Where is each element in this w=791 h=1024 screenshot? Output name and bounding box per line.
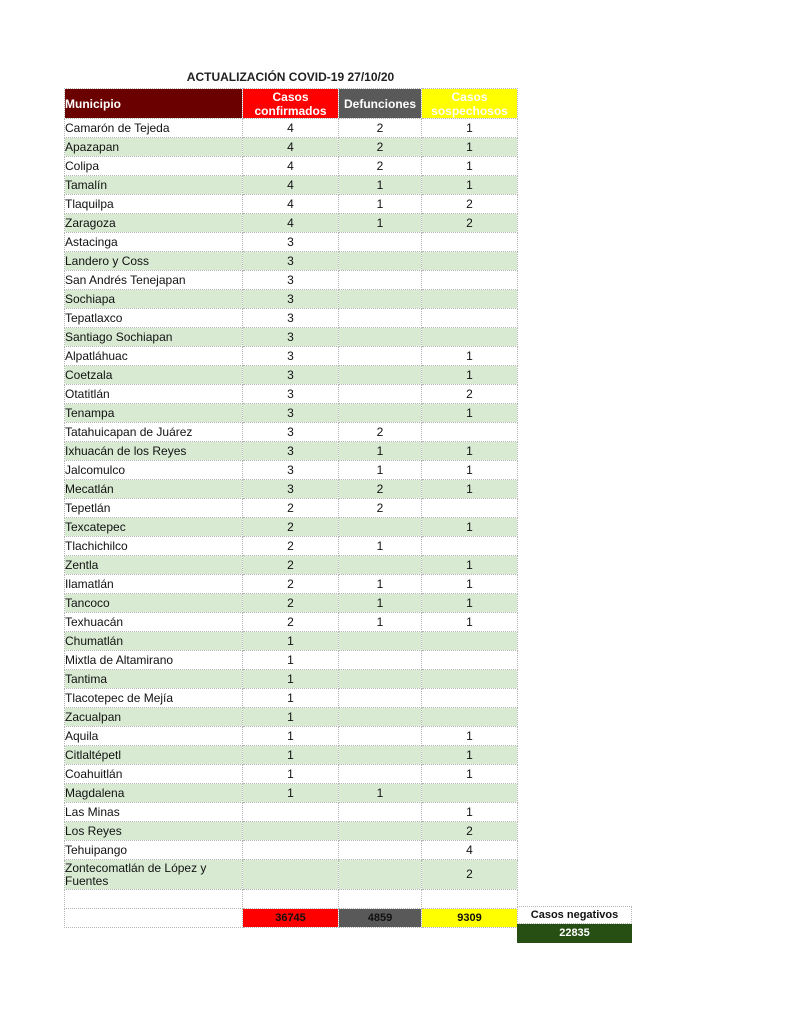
municipio-cell: Astacinga [65,233,243,252]
table-row [65,271,518,290]
confirmados-cell: 3 [243,366,339,385]
defunciones-cell [339,290,422,309]
municipio-cell: Tantima [65,670,243,689]
confirmados-cell: 4 [243,157,339,176]
table-row [65,594,518,613]
total-defunciones: 4859 [339,909,422,928]
municipio-cell: Tatahuicapan de Juárez [65,423,243,442]
municipio-cell: Tlaquilpa [65,195,243,214]
confirmados-cell: 2 [243,556,339,575]
defunciones-cell: 2 [339,499,422,518]
table-row [65,556,518,575]
municipio-cell: Camarón de Tejeda [65,119,243,138]
confirmados-cell: 1 [243,670,339,689]
municipio-cell: Zentla [65,556,243,575]
municipio-cell: Zontecomatlán de López y Fuentes [65,860,243,890]
municipio-cell: Tepatlaxco [65,309,243,328]
table-row [65,328,518,347]
municipio-cell: San Andrés Tenejapan [65,271,243,290]
sospechosos-cell: 1 [422,746,518,765]
table-row [65,575,518,594]
sospechosos-cell [422,252,518,271]
sospechosos-cell [422,423,518,442]
sospechosos-cell: 1 [422,765,518,784]
defunciones-cell [339,518,422,537]
sospechosos-cell: 4 [422,841,518,860]
table-row [65,651,518,670]
defunciones-cell [339,233,422,252]
confirmados-cell: 2 [243,499,339,518]
municipio-cell: Tenampa [65,404,243,423]
table-row [65,499,518,518]
table-row [65,195,518,214]
confirmados-cell: 3 [243,442,339,461]
confirmados-cell: 3 [243,290,339,309]
defunciones-cell: 1 [339,613,422,632]
defunciones-cell [339,841,422,860]
confirmados-cell: 3 [243,480,339,499]
sospechosos-cell: 1 [422,556,518,575]
table-row [65,138,518,157]
confirmados-cell: 2 [243,613,339,632]
sospechosos-cell: 1 [422,613,518,632]
table-row [65,689,518,708]
confirmados-cell: 3 [243,347,339,366]
defunciones-cell: 2 [339,119,422,138]
confirmados-cell: 4 [243,195,339,214]
table-row [65,765,518,784]
defunciones-cell [339,632,422,651]
confirmados-cell: 2 [243,594,339,613]
sospechosos-cell: 1 [422,461,518,480]
sospechosos-cell [422,499,518,518]
municipio-cell: Aquila [65,727,243,746]
confirmados-cell: 2 [243,575,339,594]
sospechosos-cell: 1 [422,157,518,176]
sospechosos-cell: 1 [422,518,518,537]
table-row [65,803,518,822]
defunciones-cell [339,670,422,689]
table-row [65,632,518,651]
table-row [65,176,518,195]
confirmados-cell: 3 [243,404,339,423]
defunciones-cell: 1 [339,461,422,480]
confirmados-cell: 1 [243,708,339,727]
sospechosos-cell [422,670,518,689]
covid-table [64,88,518,928]
sospechosos-cell: 1 [422,727,518,746]
sospechosos-cell [422,537,518,556]
municipio-cell: Tancoco [65,594,243,613]
confirmados-cell: 3 [243,423,339,442]
table-row [65,708,518,727]
sospechosos-cell: 2 [422,822,518,841]
sospechosos-cell: 1 [422,803,518,822]
table-row [65,670,518,689]
municipio-cell: Sochiapa [65,290,243,309]
sospechosos-cell [422,708,518,727]
table-row [65,860,518,890]
confirmados-cell: 4 [243,214,339,233]
confirmados-cell: 3 [243,252,339,271]
table-row [65,480,518,499]
municipio-cell: Alpatláhuac [65,347,243,366]
sospechosos-cell: 1 [422,138,518,157]
municipio-cell: Citlaltépetl [65,746,243,765]
confirmados-cell: 1 [243,632,339,651]
sospechosos-cell [422,632,518,651]
casos-negativos-value: 22835 [517,924,632,943]
table-row [65,784,518,803]
table-row [65,347,518,366]
defunciones-cell [339,803,422,822]
confirmados-cell: 1 [243,651,339,670]
sospechosos-cell [422,689,518,708]
table-row [65,423,518,442]
municipio-cell: Tlacotepec de Mejía [65,689,243,708]
confirmados-cell: 4 [243,138,339,157]
confirmados-cell: 1 [243,784,339,803]
municipio-cell: Apazapan [65,138,243,157]
header-defunciones: Defunciones [339,89,422,119]
municipio-cell: Tamalín [65,176,243,195]
defunciones-cell: 1 [339,195,422,214]
defunciones-cell: 1 [339,575,422,594]
defunciones-cell: 1 [339,176,422,195]
confirmados-cell [243,841,339,860]
sospechosos-cell: 1 [422,366,518,385]
confirmados-cell: 1 [243,727,339,746]
sospechosos-cell: 1 [422,176,518,195]
confirmados-cell: 2 [243,537,339,556]
municipio-cell: Magdalena [65,784,243,803]
defunciones-cell: 2 [339,157,422,176]
sospechosos-cell: 2 [422,860,518,890]
table-row [65,461,518,480]
spacer-cell [243,890,339,909]
table-row [65,385,518,404]
defunciones-cell [339,271,422,290]
municipio-cell: Coetzala [65,366,243,385]
confirmados-cell: 3 [243,385,339,404]
defunciones-cell [339,746,422,765]
sospechosos-cell: 1 [422,347,518,366]
table-row [65,822,518,841]
defunciones-cell [339,708,422,727]
casos-negativos-label: Casos negativos [517,906,632,924]
table-row [65,233,518,252]
confirmados-cell: 1 [243,746,339,765]
municipio-cell: Tehuipango [65,841,243,860]
totals-row [65,909,518,928]
sospechosos-cell [422,651,518,670]
municipio-cell: Chumatlán [65,632,243,651]
total-confirmados: 36745 [243,909,339,928]
confirmados-cell [243,822,339,841]
defunciones-cell [339,860,422,890]
defunciones-cell [339,328,422,347]
defunciones-cell: 2 [339,480,422,499]
municipio-cell: Ilamatlán [65,575,243,594]
defunciones-cell: 2 [339,423,422,442]
table-row [65,214,518,233]
sospechosos-cell: 2 [422,214,518,233]
defunciones-cell [339,309,422,328]
sospechosos-cell [422,233,518,252]
confirmados-cell: 3 [243,271,339,290]
defunciones-cell [339,385,422,404]
defunciones-cell: 1 [339,594,422,613]
sospechosos-cell: 2 [422,195,518,214]
spacer-row [65,890,518,909]
table-row [65,613,518,632]
municipio-cell: Tepetlán [65,499,243,518]
header-casos-confirmados: Casos confirmados [243,89,339,119]
sospechosos-cell: 1 [422,575,518,594]
municipio-cell: Santiago Sochiapan [65,328,243,347]
table-row [65,366,518,385]
confirmados-cell: 4 [243,119,339,138]
defunciones-cell [339,366,422,385]
confirmados-cell [243,803,339,822]
sospechosos-cell [422,784,518,803]
municipio-cell: Ixhuacán de los Reyes [65,442,243,461]
municipio-cell: Tlachichilco [65,537,243,556]
confirmados-cell: 3 [243,461,339,480]
municipio-cell: Jalcomulco [65,461,243,480]
defunciones-cell: 1 [339,214,422,233]
sospechosos-cell: 2 [422,385,518,404]
municipio-cell: Mecatlán [65,480,243,499]
municipio-cell: Texcatepec [65,518,243,537]
spacer-cell [65,890,243,909]
confirmados-cell: 2 [243,518,339,537]
table-row [65,442,518,461]
municipio-cell: Colipa [65,157,243,176]
defunciones-cell: 2 [339,138,422,157]
table-row [65,537,518,556]
table-row [65,518,518,537]
defunciones-cell [339,404,422,423]
municipio-cell: Los Reyes [65,822,243,841]
defunciones-cell: 1 [339,442,422,461]
confirmados-cell: 4 [243,176,339,195]
confirmados-cell: 1 [243,765,339,784]
municipio-cell: Otatitlán [65,385,243,404]
sospechosos-cell [422,309,518,328]
sospechosos-cell: 1 [422,119,518,138]
municipio-cell: Texhuacán [65,613,243,632]
sospechosos-cell [422,290,518,309]
defunciones-cell [339,689,422,708]
defunciones-cell [339,252,422,271]
confirmados-cell: 3 [243,328,339,347]
totals-blank [65,909,243,928]
defunciones-cell [339,556,422,575]
confirmados-cell: 3 [243,309,339,328]
defunciones-cell [339,727,422,746]
spacer-cell [339,890,422,909]
sospechosos-cell: 1 [422,594,518,613]
sospechosos-cell: 1 [422,404,518,423]
defunciones-cell [339,347,422,366]
confirmados-cell: 1 [243,689,339,708]
table-row [65,404,518,423]
table-row [65,309,518,328]
municipio-cell: Landero y Coss [65,252,243,271]
municipio-cell: Coahuitlán [65,765,243,784]
sospechosos-cell: 1 [422,480,518,499]
table-row [65,252,518,271]
header-row [65,89,518,119]
municipio-cell: Zaragoza [65,214,243,233]
defunciones-cell [339,651,422,670]
table-row [65,746,518,765]
spacer-cell [422,890,518,909]
table-row [65,841,518,860]
header-casos-sospechosos: Casos sospechosos [422,89,518,119]
defunciones-cell [339,822,422,841]
municipio-cell: Mixtla de Altamirano [65,651,243,670]
table-row [65,119,518,138]
sospechosos-cell [422,271,518,290]
table-row [65,290,518,309]
sospechosos-cell [422,328,518,347]
municipio-cell: Zacualpan [65,708,243,727]
defunciones-cell [339,765,422,784]
confirmados-cell: 3 [243,233,339,252]
table-row [65,157,518,176]
header-municipio: Municipio [65,89,243,119]
defunciones-cell: 1 [339,537,422,556]
municipio-cell: Las Minas [65,803,243,822]
report-title: ACTUALIZACIÓN COVID-19 27/10/20 [186,70,395,84]
defunciones-cell: 1 [339,784,422,803]
table-row [65,727,518,746]
sospechosos-cell: 1 [422,442,518,461]
total-sospechosos: 9309 [422,909,518,928]
confirmados-cell [243,860,339,890]
